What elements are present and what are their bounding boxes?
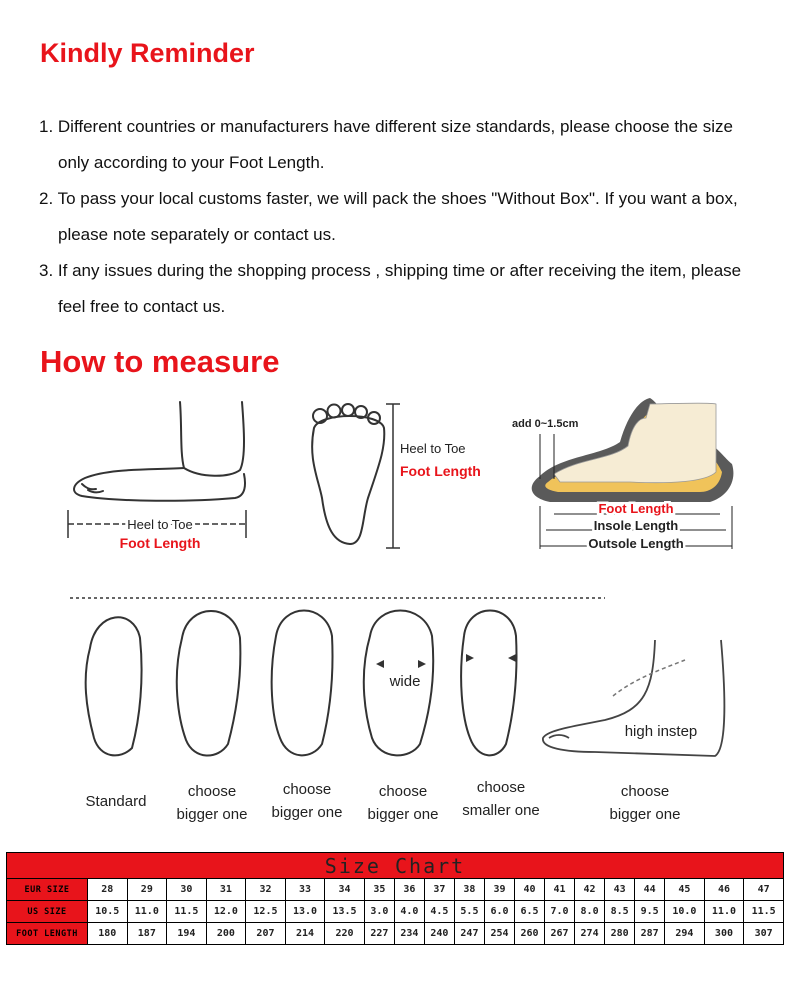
bigger-one-3: bigger one bbox=[367, 806, 439, 823]
size-cell: 35 bbox=[364, 879, 394, 901]
size-cell: 214 bbox=[285, 923, 325, 945]
size-cell: 240 bbox=[424, 923, 454, 945]
size-cell: 300 bbox=[704, 923, 744, 945]
shoe-foot-length: Foot Length bbox=[598, 501, 674, 516]
size-cell: 180 bbox=[88, 923, 128, 945]
size-cell: 42 bbox=[575, 879, 605, 901]
reminder-list bbox=[39, 109, 779, 325]
size-cell: 274 bbox=[575, 923, 605, 945]
size-cell: 46 bbox=[704, 879, 744, 901]
size-cell: 9.5 bbox=[635, 901, 665, 923]
size-cell: 260 bbox=[514, 923, 544, 945]
size-cell: 30 bbox=[167, 879, 207, 901]
size-cell: 31 bbox=[206, 879, 246, 901]
kindly-reminder-heading: Kindly Reminder bbox=[40, 38, 255, 68]
size-cell: 10.0 bbox=[665, 901, 705, 923]
size-cell: 43 bbox=[605, 879, 635, 901]
how-to-measure-heading: How to measure bbox=[40, 344, 280, 379]
size-cell: 28 bbox=[88, 879, 128, 901]
size-cell: 4.5 bbox=[424, 901, 454, 923]
size-cell: 45 bbox=[665, 879, 705, 901]
size-cell: 6.5 bbox=[514, 901, 544, 923]
side-foot-diagram bbox=[60, 398, 260, 558]
size-row-label: US SIZE bbox=[7, 901, 88, 923]
size-cell: 38 bbox=[454, 879, 484, 901]
size-cell: 44 bbox=[635, 879, 665, 901]
sole-foot-diagram bbox=[300, 398, 500, 558]
size-cell: 39 bbox=[484, 879, 514, 901]
size-cell: 234 bbox=[394, 923, 424, 945]
size-cell: 32 bbox=[246, 879, 286, 901]
size-cell: 40 bbox=[514, 879, 544, 901]
size-chart-title: Size Chart bbox=[7, 853, 784, 879]
size-cell: 207 bbox=[246, 923, 286, 945]
size-cell: 10.5 bbox=[88, 901, 128, 923]
size-cell: 220 bbox=[325, 923, 365, 945]
size-cell: 307 bbox=[744, 923, 784, 945]
size-cell: 36 bbox=[394, 879, 424, 901]
choose-4: choose bbox=[476, 779, 526, 796]
size-cell: 29 bbox=[127, 879, 167, 901]
us-size-row bbox=[7, 901, 784, 923]
foot-length-row bbox=[7, 923, 784, 945]
size-chart-table bbox=[6, 852, 784, 945]
outsole-length: Outsole Length bbox=[588, 536, 684, 551]
size-cell: 200 bbox=[206, 923, 246, 945]
size-cell: 34 bbox=[325, 879, 365, 901]
size-cell: 8.0 bbox=[575, 901, 605, 923]
size-cell: 247 bbox=[454, 923, 484, 945]
size-chart-title-row bbox=[7, 853, 784, 879]
reminder-1-line-2: only according to your Foot Length. bbox=[58, 153, 325, 172]
size-cell: 227 bbox=[364, 923, 394, 945]
size-cell: 12.0 bbox=[206, 901, 246, 923]
reminder-2-line-1: 2. To pass your local customs faster, we will pack the shoes "Without Box". If you want a box, bbox=[39, 189, 738, 208]
size-cell: 294 bbox=[665, 923, 705, 945]
size-cell: 3.0 bbox=[364, 901, 394, 923]
reminder-3-line-1: 3. If any issues during the shopping process , shipping time or after receiving the item, please bbox=[39, 261, 742, 280]
side-heel-to-toe: Heel to Toe bbox=[127, 517, 193, 532]
size-cell: 6.0 bbox=[484, 901, 514, 923]
size-cell: 11.0 bbox=[704, 901, 744, 923]
size-cell: 33 bbox=[285, 879, 325, 901]
size-cell: 47 bbox=[744, 879, 784, 901]
size-cell: 37 bbox=[424, 879, 454, 901]
size-cell: 13.0 bbox=[285, 901, 325, 923]
size-cell: 11.0 bbox=[127, 901, 167, 923]
bigger-one-1: bigger one bbox=[176, 806, 248, 823]
size-cell: 13.5 bbox=[325, 901, 365, 923]
size-cell: 187 bbox=[127, 923, 167, 945]
bigger-one-4: bigger one bbox=[609, 806, 681, 823]
bigger-one-2: bigger one bbox=[271, 804, 343, 821]
foot-bigger-1 bbox=[177, 611, 241, 756]
choose-5: choose bbox=[620, 783, 670, 800]
foot-standard bbox=[86, 617, 142, 755]
sole-heel-to-toe: Heel to Toe bbox=[400, 441, 466, 456]
reminder-2-line-2: please note separately or contact us. bbox=[58, 225, 336, 244]
eur-size-row bbox=[7, 879, 784, 901]
size-cell: 194 bbox=[167, 923, 207, 945]
size-cell: 11.5 bbox=[167, 901, 207, 923]
choose-2: choose bbox=[282, 781, 332, 798]
wide-label: wide bbox=[389, 673, 421, 690]
choose-3: choose bbox=[378, 783, 428, 800]
sole-foot-length: Foot Length bbox=[400, 463, 481, 479]
size-row-label: FOOT LENGTH bbox=[7, 923, 88, 945]
add-allowance-label: add 0~1.5cm bbox=[512, 418, 579, 430]
reminder-3-line-2: feel free to contact us. bbox=[58, 297, 226, 316]
size-cell: 12.5 bbox=[246, 901, 286, 923]
size-cell: 7.0 bbox=[545, 901, 575, 923]
size-cell: 41 bbox=[545, 879, 575, 901]
high-instep-label: high instep bbox=[624, 723, 698, 740]
size-cell: 267 bbox=[545, 923, 575, 945]
size-cell: 8.5 bbox=[605, 901, 635, 923]
reminder-1-line-1: 1. Different countries or manufacturers have different size standards, please choose the size bbox=[39, 117, 733, 136]
foot-narrow bbox=[461, 611, 516, 756]
shoe-length-diagram bbox=[510, 394, 742, 556]
size-cell: 280 bbox=[605, 923, 635, 945]
foot-bigger-2 bbox=[272, 611, 333, 756]
size-cell: 5.5 bbox=[454, 901, 484, 923]
size-cell: 254 bbox=[484, 923, 514, 945]
size-cell: 11.5 bbox=[744, 901, 784, 923]
size-cell: 287 bbox=[635, 923, 665, 945]
choose-1: choose bbox=[187, 783, 237, 800]
size-row-label: EUR SIZE bbox=[7, 879, 88, 901]
smaller-one: smaller one bbox=[462, 802, 540, 819]
side-foot-length: Foot Length bbox=[119, 535, 201, 551]
size-cell: 4.0 bbox=[394, 901, 424, 923]
insole-length: Insole Length bbox=[593, 518, 679, 533]
high-instep-diagram bbox=[535, 630, 745, 830]
standard-label: Standard bbox=[85, 793, 147, 810]
